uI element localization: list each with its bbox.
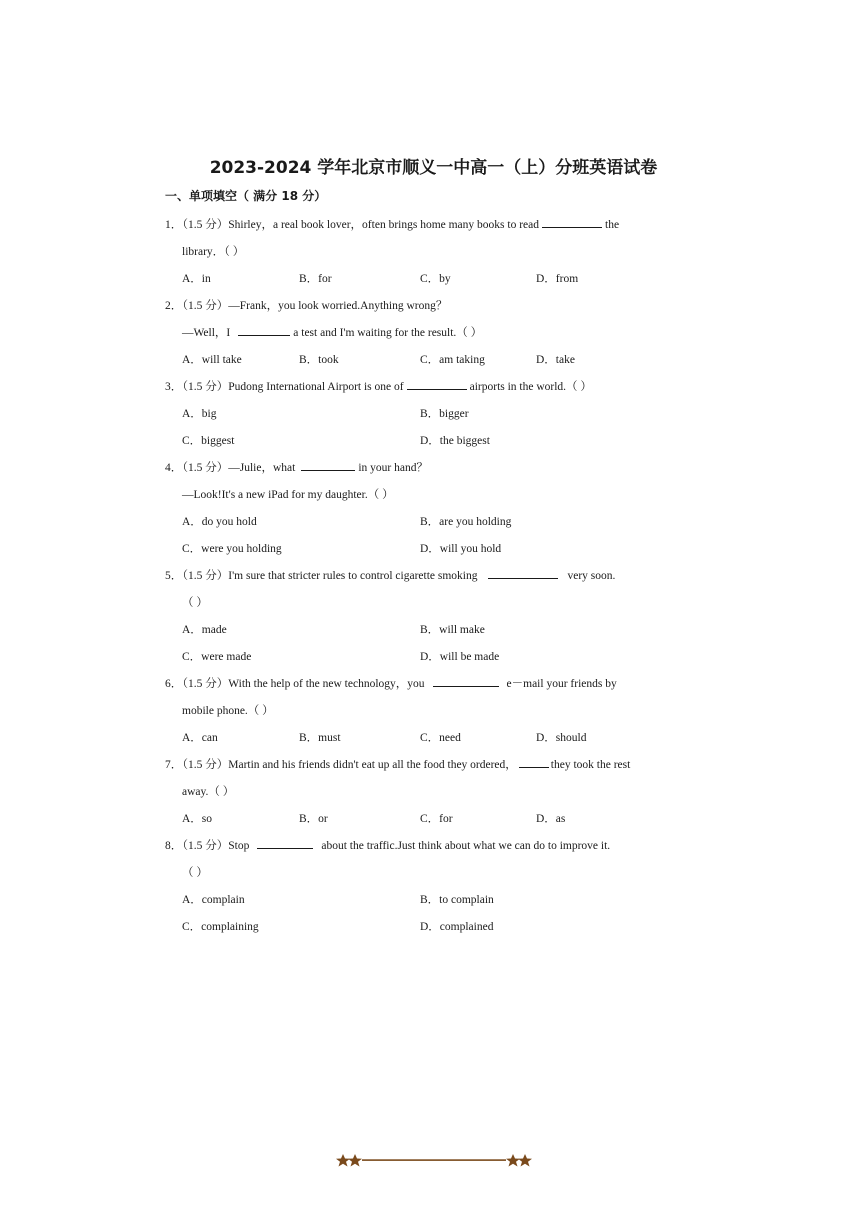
question-1-stem: [165, 216, 619, 232]
option-c: C．need: [420, 732, 461, 744]
question-number: 8．: [165, 840, 183, 852]
option-a: A．big: [182, 408, 217, 420]
option-a: A．so: [182, 813, 213, 825]
answer-blank: [433, 676, 499, 687]
option-d: D．will be made: [420, 651, 500, 663]
option-b: B．or: [299, 813, 328, 825]
question-text: —Well，I: [182, 327, 231, 339]
footer-ornament: [0, 1150, 867, 1170]
option-c: C．am taking: [420, 354, 485, 366]
option-b: B．must: [299, 732, 341, 744]
star-divider-icon: [0, 1150, 867, 1170]
question-7-continuation: away.（ ）: [182, 786, 235, 798]
question-6-continuation: mobile phone.（ ）: [182, 705, 274, 717]
option-a: A．can: [182, 732, 218, 744]
question-text: a test and I'm waiting for the result.（ ）: [293, 327, 483, 339]
option-b: B．for: [299, 273, 332, 285]
option-a: A．made: [182, 624, 227, 636]
question-number: 3．: [165, 381, 183, 393]
question-5-stem: [165, 567, 615, 583]
question-text: very soon.: [567, 570, 616, 582]
option-c: C．complaining: [182, 921, 259, 933]
option-b: B．to complain: [420, 894, 494, 906]
question-text: （1.5 分）Stop: [182, 840, 250, 852]
question-text: e－mail your friends by: [506, 678, 617, 690]
option-b: B．are you holding: [420, 516, 512, 528]
question-text: （1.5 分）—Frank，you look worried.Anything wrong？: [182, 300, 448, 312]
answer-blank: [542, 217, 602, 228]
question-text: （1.5 分）I'm sure that stricter rules to control cigarette smoking: [182, 570, 478, 582]
option-d: D．take: [536, 354, 575, 366]
answer-blank: [407, 379, 467, 390]
question-4-continuation: —Look!It's a new iPad for my daughter.（ ）: [182, 489, 394, 501]
question-text: about the traffic.Just think about what we can do to improve it.: [321, 840, 611, 852]
option-d: D．the biggest: [420, 435, 490, 447]
option-c: C．biggest: [182, 435, 235, 447]
question-text: （1.5 分）Martin and his friends didn't eat up all the food they ordered，: [182, 759, 517, 771]
option-c: C．for: [420, 813, 453, 825]
option-b: B．took: [299, 354, 339, 366]
option-c: C．by: [420, 273, 451, 285]
question-text: in your hand？: [358, 462, 428, 474]
option-d: D．should: [536, 732, 587, 744]
question-4-stem: [165, 459, 428, 475]
option-c: C．were made: [182, 651, 252, 663]
question-number: 1．: [165, 219, 183, 231]
question-8-stem: [165, 837, 610, 853]
option-b: B．bigger: [420, 408, 469, 420]
option-a: A．will take: [182, 354, 242, 366]
option-b: B．will make: [420, 624, 485, 636]
question-5-continuation: （ ）: [182, 597, 208, 609]
question-7-stem: [165, 756, 630, 772]
question-number: 2．: [165, 300, 183, 312]
option-d: D．will you hold: [420, 543, 502, 555]
question-text: the: [605, 219, 620, 231]
answer-blank: [257, 838, 313, 849]
option-a: A．complain: [182, 894, 245, 906]
question-1-continuation: library．（ ）: [182, 246, 245, 258]
answer-blank: [301, 460, 355, 471]
question-text: （1.5 分）With the help of the new technology，you: [182, 678, 425, 690]
question-number: 6．: [165, 678, 183, 690]
option-d: D．complained: [420, 921, 494, 933]
option-d: D．as: [536, 813, 566, 825]
answer-blank: [488, 568, 558, 579]
question-text: （1.5 分）Pudong International Airport is one of: [182, 381, 404, 393]
question-number: 7．: [165, 759, 183, 771]
question-number: 4．: [165, 462, 183, 474]
question-2-stem: [165, 297, 447, 313]
question-text: they took the rest: [550, 759, 631, 771]
answer-blank: [238, 325, 290, 336]
option-a: A．do you hold: [182, 516, 257, 528]
page-title: 2023-2024 学年北京市顺义一中高一（上）分班英语试卷: [209, 158, 658, 178]
option-a: A．in: [182, 273, 211, 285]
option-c: C．were you holding: [182, 543, 282, 555]
question-text: （1.5 分）Shirley，a real book lover，often brings home many books to read: [182, 219, 539, 231]
question-number: 5．: [165, 570, 183, 582]
question-3-stem: [165, 378, 592, 394]
option-d: D．from: [536, 273, 579, 285]
section-heading: 一、单项填空（ 满分 18 分）: [165, 189, 327, 203]
question-8-continuation: （ ）: [182, 867, 208, 879]
question-text: （1.5 分）—Julie，what: [182, 462, 296, 474]
question-2-continuation: [182, 324, 482, 340]
answer-blank: [519, 757, 549, 768]
question-6-stem: [165, 675, 617, 691]
question-text: airports in the world.（ ）: [469, 381, 592, 393]
